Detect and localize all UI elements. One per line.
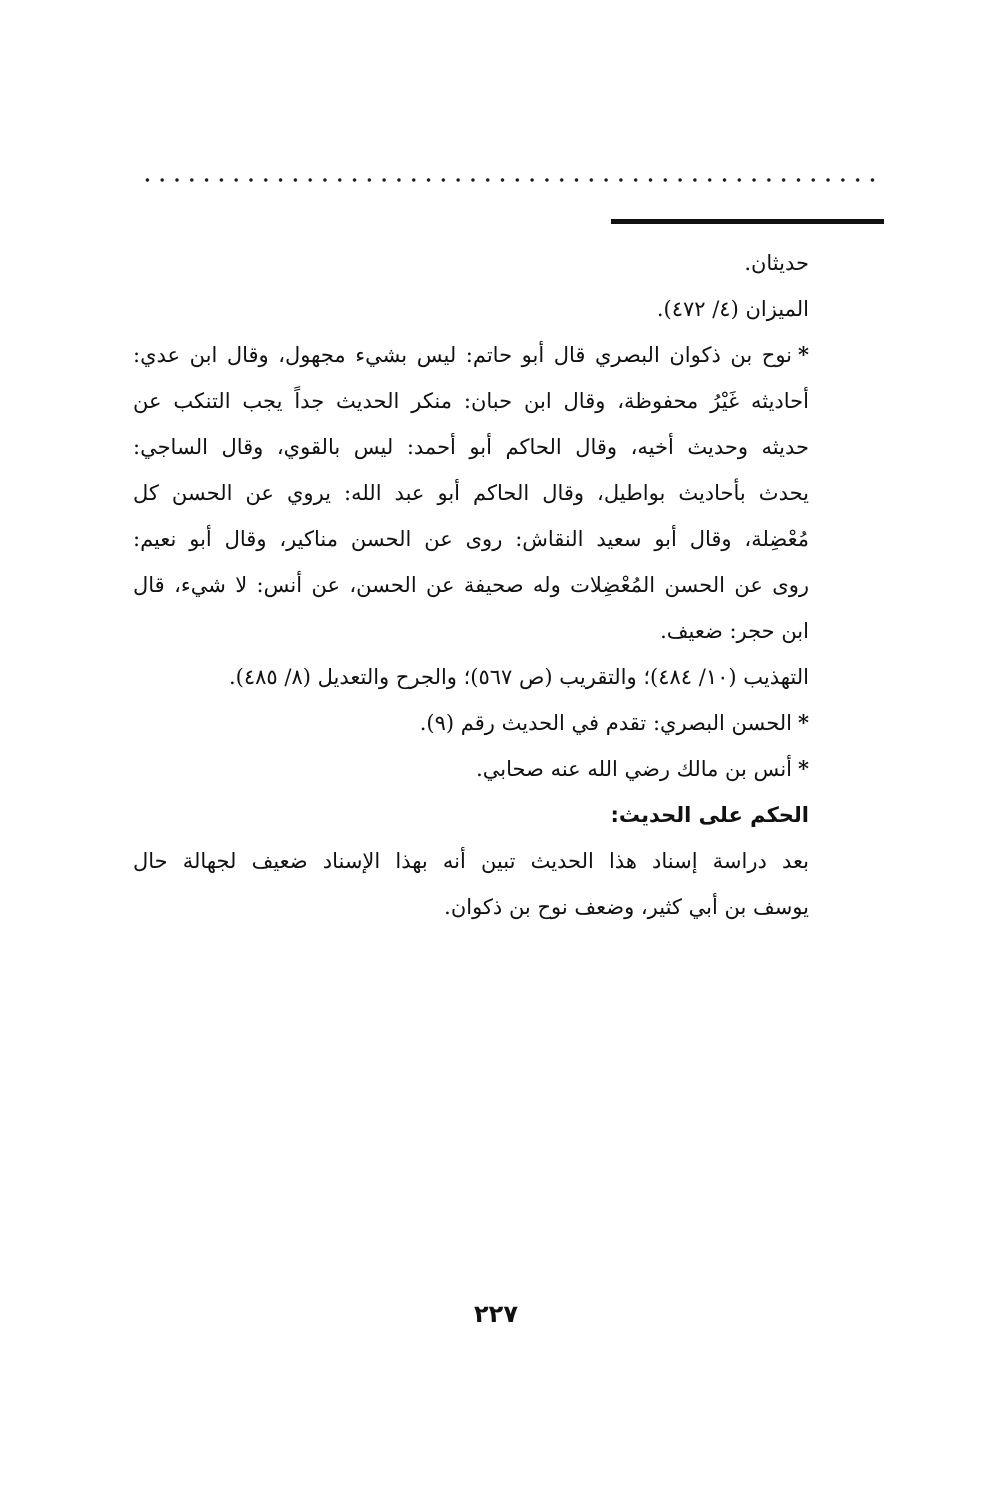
- narrator-nuh-paragraph: [133, 332, 809, 654]
- nuh-line-6: روى عن الحسن المُعْضِلات وله صحيفة عن الحسن، عن أنس: لا شيء، قال: [133, 573, 809, 597]
- nuh-line-1: نوح بن ذكوان البصري قال أبو حاتم: ليس بشيء مجهول، وقال ابن عدي:: [133, 343, 793, 367]
- nuh-line-2: أحاديثه غَيْرُ محفوظة، وقال ابن حبان: منكر الحديث جداً يجب التنكب عن: [133, 389, 809, 413]
- ruling-paragraph: [133, 838, 809, 930]
- nuh-line-3: حديثه وحديث أخيه، وقال الحاكم أبو أحمد: ليس بالقوي، وقال الساجي:: [133, 435, 809, 459]
- bullet-star-icon: *: [798, 756, 809, 781]
- ruling-line-1: بعد دراسة إسناد هذا الحديث تبين أنه بهذا الإسناد ضعيف لجهالة حال: [133, 849, 809, 873]
- page-number: ٢٢٧: [474, 1300, 518, 1328]
- bullet-star-icon: *: [798, 710, 809, 735]
- line-hadithan: حديثان.: [744, 251, 809, 275]
- reference-tahdhib: التهذيب (١٠/ ٤٨٤)؛ والتقريب (ص ٥٦٧)؛ والجرح والتعديل (٨/ ٤٨٥).: [228, 665, 809, 689]
- footnote-body: [133, 240, 809, 930]
- narrator-anas: [133, 746, 809, 792]
- reference-mizan: الميزان (٤/ ٤٧٢).: [656, 297, 809, 321]
- ruling-line-2: يوسف بن أبي كثير، وضعف نوح بن ذكوان.: [444, 895, 809, 919]
- hasan-text: الحسن البصري: تقدم في الحديث رقم (٩).: [419, 711, 793, 735]
- bullet-star-icon: *: [798, 342, 809, 367]
- nuh-line-5: مُعْضِلة، وقال أبو سعيد النقاش: روى عن الحسن مناكير، وقال أبو نعيم:: [133, 527, 809, 551]
- ruling-heading: الحكم على الحديث:: [610, 803, 809, 827]
- narrator-hasan: [133, 700, 809, 746]
- nuh-line-7: ابن حجر: ضعيف.: [660, 619, 809, 643]
- dotted-separator: [140, 173, 880, 187]
- nuh-line-4: يحدث بأحاديث بواطيل، وقال الحاكم أبو عبد الله: يروي عن الحسن كل: [133, 481, 809, 505]
- footnote-rule: [611, 219, 884, 224]
- anas-text: أنس بن مالك رضي الله عنه صحابي.: [476, 757, 793, 781]
